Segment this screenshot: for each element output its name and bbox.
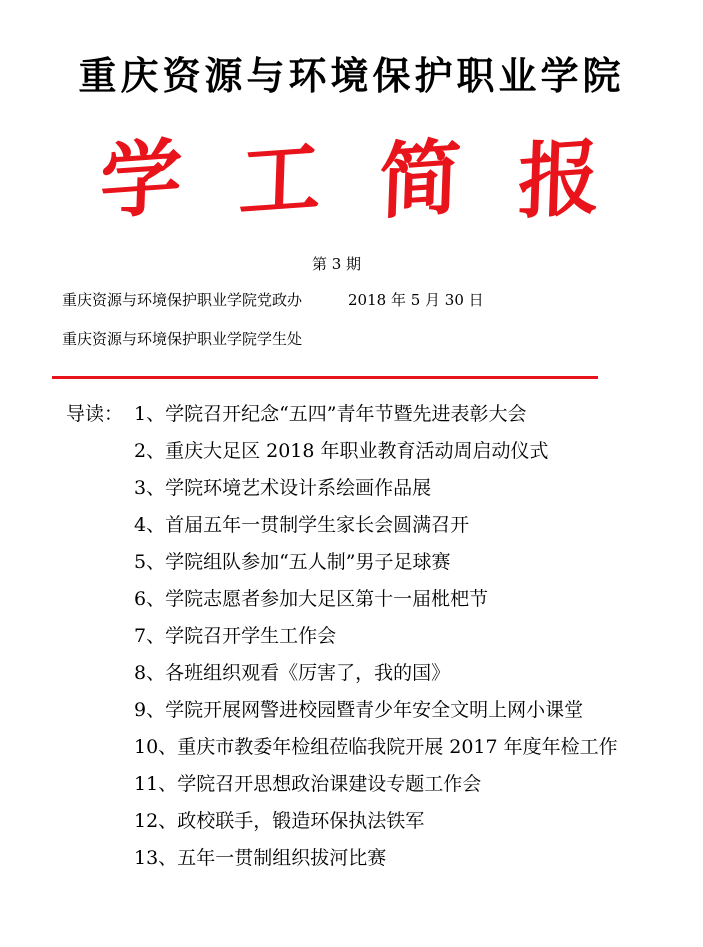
publisher-student-office: 重庆资源与环境保护职业学院学生处 xyxy=(62,330,303,348)
toc-item[interactable] xyxy=(66,433,686,470)
toc-item[interactable] xyxy=(66,618,686,655)
masthead-title xyxy=(100,130,600,230)
toc-item[interactable] xyxy=(66,396,686,433)
toc-item[interactable] xyxy=(66,655,686,692)
toc-item[interactable] xyxy=(66,803,686,840)
toc-item-number: 3、 xyxy=(134,477,166,499)
masthead-char-1: 学 xyxy=(98,128,184,232)
publisher-line-1 xyxy=(62,290,484,310)
toc-item-title: 政校联手，锻造环保执法铁军 xyxy=(177,810,425,832)
toc-item-title: 学院召开学生工作会 xyxy=(165,625,337,647)
school-name: 重庆资源与环境保护职业学院 xyxy=(78,53,625,98)
toc-label: 导读： xyxy=(66,403,124,425)
toc-item[interactable] xyxy=(66,507,686,544)
toc-item-title: 学院组队参加“五人制”男子足球赛 xyxy=(165,551,451,573)
toc-item-number: 1、 xyxy=(134,403,166,425)
toc-item[interactable] xyxy=(66,692,686,729)
toc-item-number: 5、 xyxy=(134,551,166,573)
toc-item[interactable] xyxy=(66,544,686,581)
red-divider xyxy=(52,376,598,379)
toc-item-title: 首届五年一贯制学生家长会圆满召开 xyxy=(165,514,470,536)
publisher-line-2 xyxy=(62,329,302,349)
table-of-contents xyxy=(66,396,686,877)
toc-item-title: 学院开展网警进校园暨青少年安全文明上网小课堂 xyxy=(165,699,584,721)
toc-item-number: 7、 xyxy=(134,625,166,647)
toc-item-number: 10、 xyxy=(134,736,178,758)
toc-item[interactable] xyxy=(66,470,686,507)
toc-item[interactable] xyxy=(66,729,686,766)
toc-item-number: 8、 xyxy=(134,662,166,684)
toc-item-number: 11、 xyxy=(134,773,178,795)
publisher-office: 重庆资源与环境保护职业学院党政办 xyxy=(62,291,303,309)
toc-item[interactable] xyxy=(66,840,686,877)
toc-item-number: 13、 xyxy=(134,847,178,869)
toc-item-number: 4、 xyxy=(134,514,166,536)
toc-item-title: 学院环境艺术设计系绘画作品展 xyxy=(165,477,432,499)
toc-item[interactable] xyxy=(66,766,686,803)
toc-item-title: 学院召开思想政治课建设专题工作会 xyxy=(177,773,482,795)
publish-date: 2018 年 5 月 30 日 xyxy=(348,291,484,309)
toc-item-title: 学院召开纪念“五四”青年节暨先进表彰大会 xyxy=(165,403,527,425)
masthead-char-3: 简 xyxy=(377,128,463,232)
toc-item-title: 各班组织观看《厉害了，我的国》 xyxy=(165,662,451,684)
masthead-char-4: 报 xyxy=(516,128,602,232)
toc-item-number: 9、 xyxy=(134,699,166,721)
toc-item-title: 重庆市教委年检组莅临我院开展 2017 年度年检工作 xyxy=(177,736,618,758)
toc-item-number: 2、 xyxy=(134,440,166,462)
toc-item-title: 重庆大足区 2018 年职业教育活动周启动仪式 xyxy=(165,440,549,462)
toc-item-title: 学院志愿者参加大足区第十一届枇杷节 xyxy=(165,588,489,610)
toc-item-title: 五年一贯制组织拔河比赛 xyxy=(177,847,387,869)
toc-item[interactable] xyxy=(66,581,686,618)
toc-item-number: 12、 xyxy=(134,810,178,832)
issue-number: 第 3 期 xyxy=(311,255,362,273)
masthead-char-2: 工 xyxy=(237,128,323,232)
toc-item-number: 6、 xyxy=(134,588,166,610)
